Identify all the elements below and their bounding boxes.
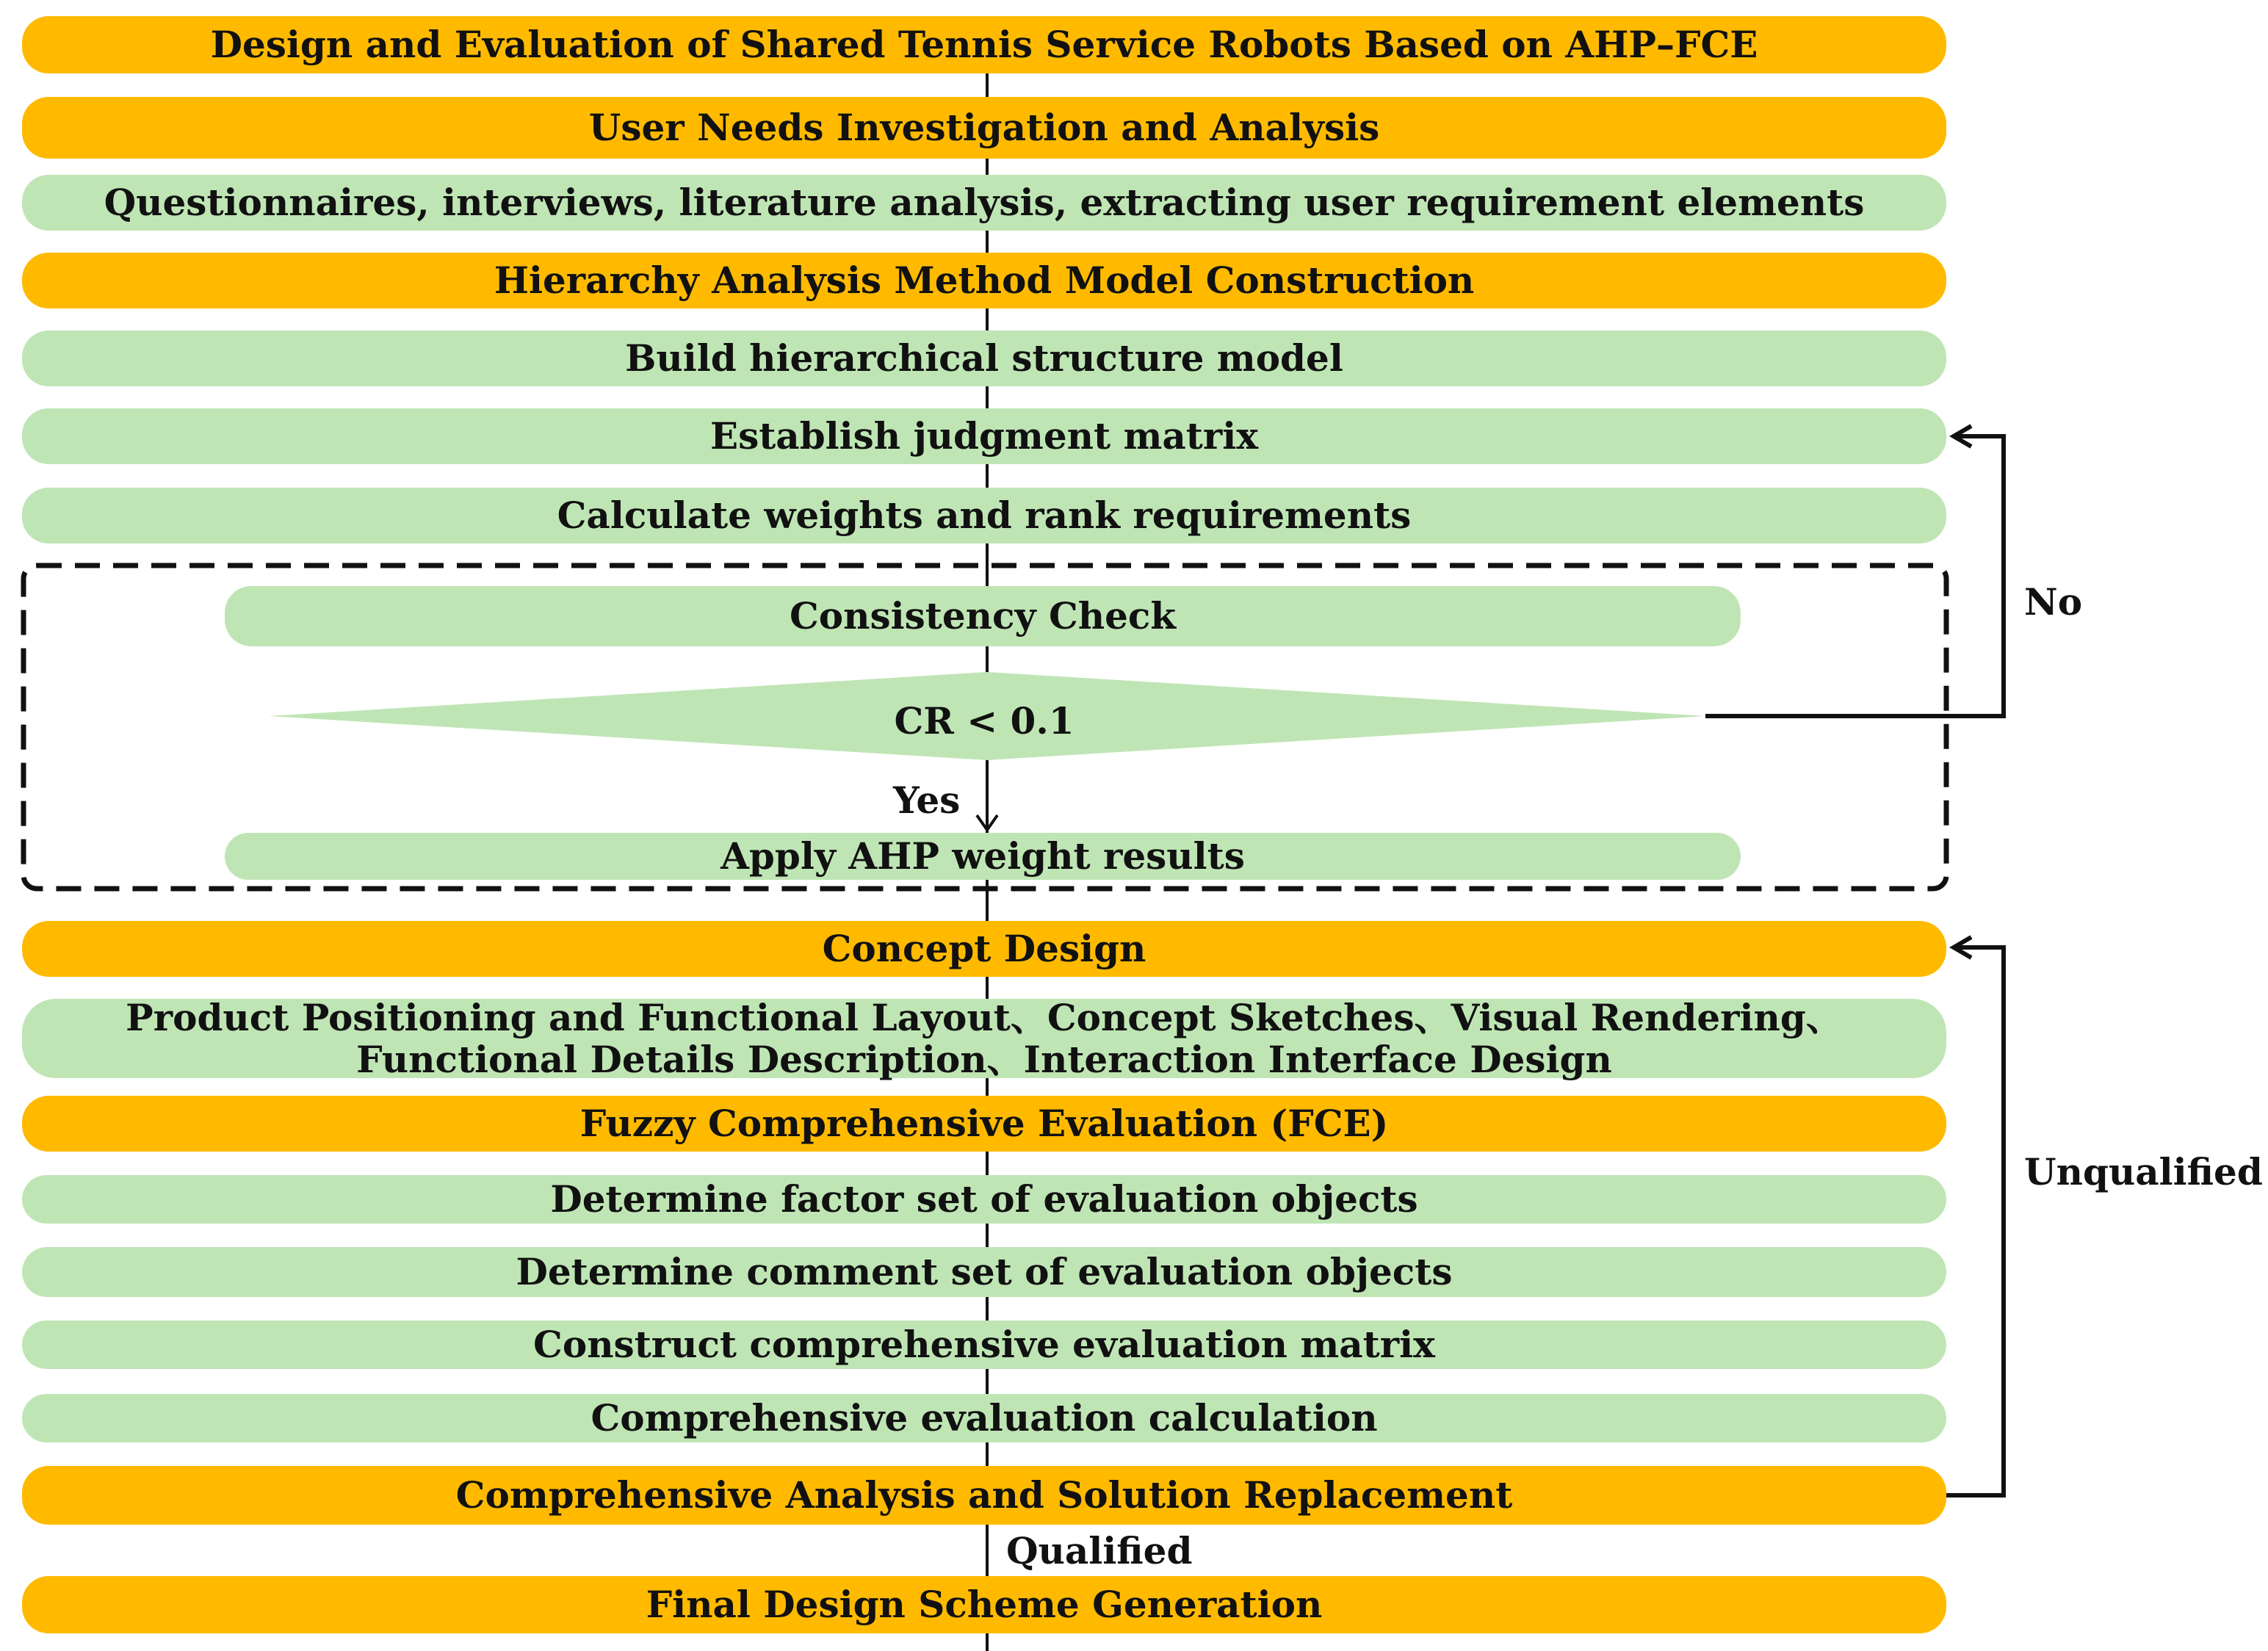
qualified-label: Qualified bbox=[1006, 1529, 1193, 1572]
concept-activities-line2: Functional Details Description、Interaction Interface Design bbox=[356, 1038, 1612, 1081]
stage-fce-text: Fuzzy Comprehensive Evaluation (FCE) bbox=[579, 1102, 1389, 1146]
stage-concept-design-text: Concept Design bbox=[822, 927, 1146, 971]
title-text: Design and Evaluation of Shared Tennis Service Robots Based on AHP–FCE bbox=[210, 23, 1758, 67]
unqualified-label: Unqualified bbox=[2024, 1150, 2263, 1193]
stage-final-scheme-text: Final Design Scheme Generation bbox=[646, 1583, 1323, 1627]
no-feedback-line bbox=[1705, 436, 2004, 716]
decision-label: CR < 0.1 bbox=[894, 699, 1075, 743]
step-construct-matrix-text: Construct comprehensive evaluation matrix bbox=[533, 1323, 1435, 1367]
concept-activities-line1: Product Positioning and Functional Layout、Concept Sketches、Visual Rendering、 bbox=[126, 995, 1843, 1039]
step-build-hierarchy-text: Build hierarchical structure model bbox=[625, 336, 1343, 380]
step-calculate-weights-text: Calculate weights and rank requirements bbox=[557, 494, 1412, 538]
step-judgment-matrix-text: Establish judgment matrix bbox=[709, 414, 1259, 458]
unqualified-feedback-line bbox=[1946, 947, 2004, 1495]
stage-ahp-model-text: Hierarchy Analysis Method Model Construction bbox=[494, 259, 1475, 303]
stage-comprehensive-analysis-text: Comprehensive Analysis and Solution Replacement bbox=[455, 1473, 1513, 1517]
step-factor-set-text: Determine factor set of evaluation objects bbox=[550, 1177, 1418, 1221]
stage-user-needs-text: User Needs Investigation and Analysis bbox=[588, 106, 1380, 150]
no-label: No bbox=[2024, 580, 2083, 624]
yes-label: Yes bbox=[893, 778, 961, 822]
consistency-check-text: Consistency Check bbox=[789, 594, 1176, 638]
step-comment-set-text: Determine comment set of evaluation objects bbox=[516, 1250, 1453, 1294]
step-questionnaires-text: Questionnaires, interviews, literature analysis, extracting user requirement elements bbox=[104, 181, 1865, 225]
apply-weights-text: Apply AHP weight results bbox=[721, 834, 1245, 878]
step-evaluation-calculation-text: Comprehensive evaluation calculation bbox=[591, 1396, 1378, 1440]
